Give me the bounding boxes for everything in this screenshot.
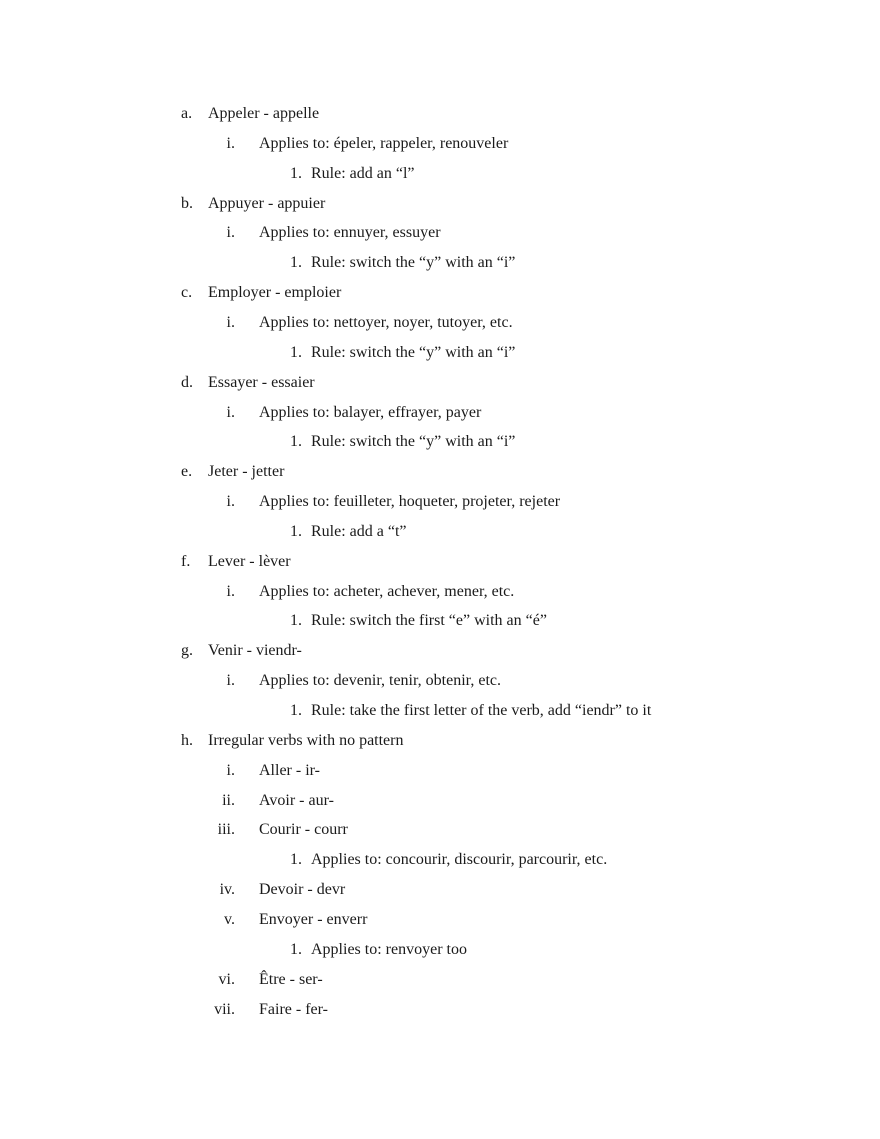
list-text: Rule: add an “l” <box>311 165 415 182</box>
list-marker: i. <box>226 224 235 241</box>
list-text: Rule: switch the “y” with an “i” <box>311 254 516 271</box>
list-text: Rule: switch the “y” with an “i” <box>311 433 516 450</box>
list-marker: i. <box>226 135 235 152</box>
list-marker: 1. <box>290 702 302 719</box>
list-marker: vii. <box>214 1001 235 1018</box>
list-text: Applies to: feuilleter, hoqueter, projeter, rejeter <box>259 493 561 510</box>
list-marker: v. <box>224 911 235 928</box>
list-marker: 1. <box>290 612 302 629</box>
list-text: Rule: take the first letter of the verb, add “iendr” to it <box>311 702 652 719</box>
list-marker: ii. <box>222 792 235 809</box>
list-marker: iv. <box>219 881 235 898</box>
list-text: Lever - lèver <box>208 553 291 570</box>
list-marker: h. <box>181 732 193 749</box>
list-text: Employer - emploier <box>208 284 342 301</box>
list-marker: iii. <box>217 821 235 838</box>
list-marker: c. <box>181 284 193 301</box>
list-marker: 1. <box>290 941 302 958</box>
list-text: Envoyer - enverr <box>259 911 368 928</box>
list-marker: 1. <box>290 523 302 540</box>
list-marker: i. <box>226 314 235 331</box>
list-marker: 1. <box>290 344 302 361</box>
list-text: Rule: add a “t” <box>311 523 407 540</box>
list-marker: d. <box>181 374 193 391</box>
list-text: Applies to: devenir, tenir, obtenir, etc. <box>259 672 502 689</box>
list-marker: a. <box>181 105 193 122</box>
list-text: Jeter - jetter <box>208 463 285 480</box>
list-marker: i. <box>226 404 235 421</box>
list-marker: i. <box>226 672 235 689</box>
list-marker: f. <box>181 553 191 570</box>
list-text: Applies to: acheter, achever, mener, etc. <box>259 583 515 600</box>
list-text: Être - ser- <box>259 971 323 988</box>
list-text: Irregular verbs with no pattern <box>208 732 404 749</box>
list-marker: g. <box>181 642 193 659</box>
list-text: Applies to: balayer, effrayer, payer <box>259 404 482 421</box>
list-marker: i. <box>226 762 235 779</box>
list-text: Avoir - aur- <box>259 792 334 809</box>
list-text: Courir - courr <box>259 821 348 838</box>
list-text: Appeler - appelle <box>208 105 320 122</box>
list-text: Applies to: concourir, discourir, parcourir, etc. <box>311 851 608 868</box>
list-marker: 1. <box>290 254 302 271</box>
list-text: Venir - viendr- <box>208 642 302 659</box>
list-text: Applies to: épeler, rappeler, renouveler <box>259 135 509 152</box>
list-text: Rule: switch the “y” with an “i” <box>311 344 516 361</box>
list-marker: 1. <box>290 165 302 182</box>
list-marker: e. <box>181 463 193 480</box>
list-text: Appuyer - appuier <box>208 195 326 212</box>
list-marker: i. <box>226 493 235 510</box>
list-text: Rule: switch the first “e” with an “é” <box>311 612 547 629</box>
list-text: Aller - ir- <box>259 762 320 779</box>
list-text: Faire - fer- <box>259 1001 328 1018</box>
list-text: Devoir - devr <box>259 881 346 898</box>
list-marker: 1. <box>290 433 302 450</box>
list-text: Applies to: nettoyer, noyer, tutoyer, etc. <box>259 314 513 331</box>
list-marker: b. <box>181 195 193 212</box>
list-marker: i. <box>226 583 235 600</box>
list-marker: vi. <box>218 971 235 988</box>
list-text: Essayer - essaier <box>208 374 315 391</box>
list-text: Applies to: ennuyer, essuyer <box>259 224 441 241</box>
list-marker: 1. <box>290 851 302 868</box>
list-text: Applies to: renvoyer too <box>311 941 467 958</box>
